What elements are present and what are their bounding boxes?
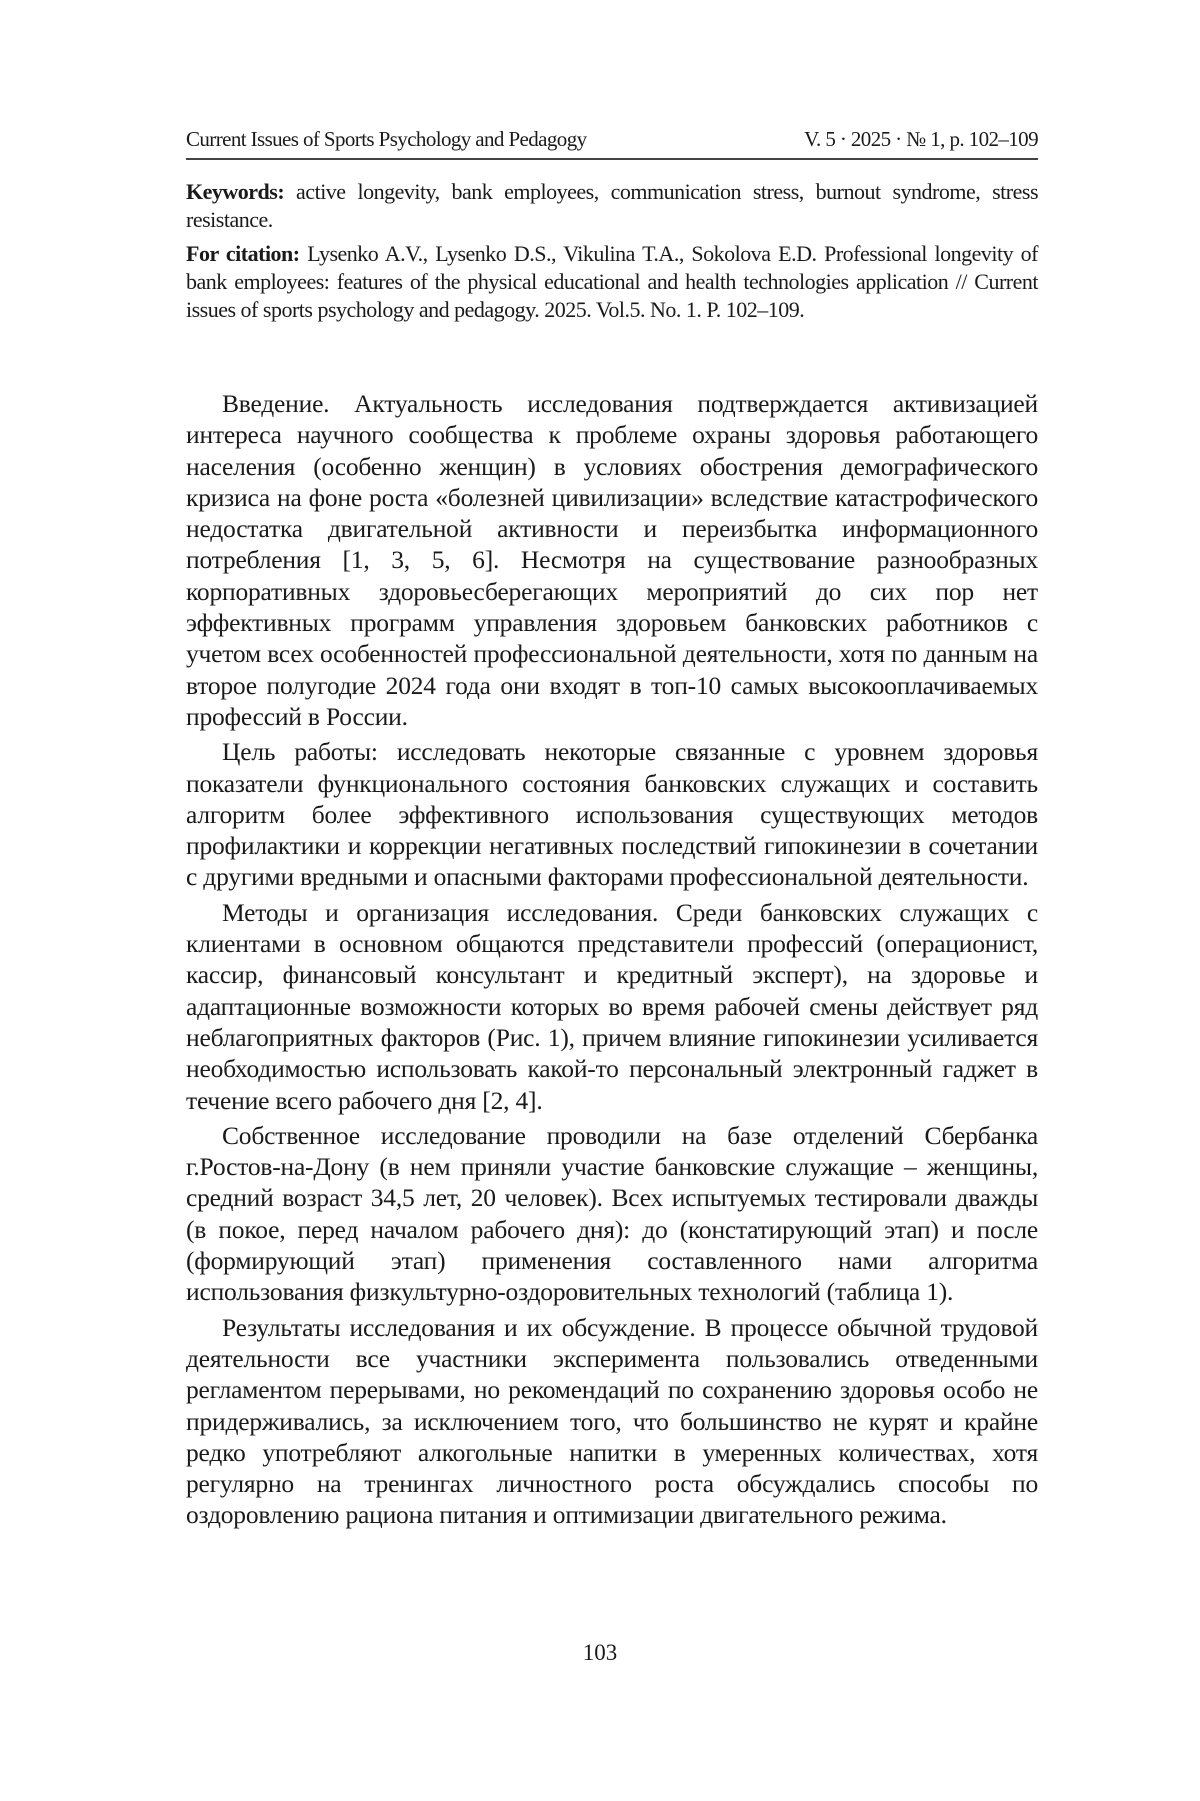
article-meta bbox=[186, 178, 1038, 330]
page-number: 103 bbox=[0, 1640, 1200, 1666]
article-body bbox=[186, 388, 1038, 1535]
paragraph-aim: Цель работы: исследовать некоторые связанные с уровнем здоровья показатели функционального состояния банковских служащих и составить алгоритм более эффективного использования существующих методов профилактики и коррекции негативных последствий гипокинезии в сочетании с другими вредными и опасными факторами профессиональной деятельности. bbox=[186, 736, 1038, 892]
paragraph-results: Результаты исследования и их обсуждение. В процессе обычной трудовой деятельности все участники эксперимента пользовались отведенными регламентом перерывами, но рекомендаций по сохранению здоровья особо не придерживались, за исключением того, что большинство не курят и крайне редко употребляют алкогольные напитки в умеренных количествах, хотя регулярно на тренингах личностного роста обсуждались способы по оздоровлению рациона питания и оптимизации двигательного режима. bbox=[186, 1312, 1038, 1531]
paragraph-study: Собственное исследование проводили на базе отделений Сбербанка г.Ростов-на-Дону (в нем приняли участие банковские служащие – женщины, средний возраст 34,5 лет, 20 человек). Всех испытуемых тестировали дважды (в покое, перед началом рабочего дня): до (констатирующий этап) и после (формирующий этап) применения составленного нами алгоритма использования физкультурно-оздоровительных технологий (таблица 1). bbox=[186, 1120, 1038, 1308]
citation-text: Lysenko A.V., Lysenko D.S., Vikulina T.A., Sokolova E.D. Professional longevity of bank employees: features of the physical educational and health technologies application // Current issues of sports psychology and pedagogy. 2025. Vol.5. No. 1. P. 102–109. bbox=[186, 241, 1038, 322]
journal-title: Current Issues of Sports Psychology and Pedagogy bbox=[186, 127, 587, 152]
keywords-label: Keywords: bbox=[186, 179, 284, 204]
citation bbox=[186, 240, 1038, 324]
paragraph-introduction: Введение. Актуальность исследования подтверждается активизацией интереса научного сообщества к проблеме охраны здоровья работающего населения (особенно женщин) в условиях обострения демографического кризиса на фоне роста «болезней цивилизации» вследствие катастрофического недостатка двигательной активности и переизбытка информационного потребления [1, 3, 5, 6]. Несмотря на существование разнообразных корпоративных здоровьесберегающих мероприятий до сих пор нет эффективных программ управления здоровьем банковских работников с учетом всех особенностей профессиональной деятельности, хотя по данным на второе полугодие 2024 года они входят в топ-10 самых высокооплачиваемых профессий в России. bbox=[186, 388, 1038, 732]
issue-info: V. 5 · 2025 · № 1, p. 102–109 bbox=[804, 127, 1038, 152]
running-header bbox=[186, 127, 1038, 160]
keywords bbox=[186, 178, 1038, 234]
citation-label: For citation: bbox=[186, 241, 300, 266]
paragraph-methods: Методы и организация исследования. Среди банковских служащих с клиентами в основном общаются представители профессий (операционист, кассир, финансовый консультант и кредитный эксперт), на здоровье и адаптационные возможности которых во время рабочей смены действует ряд неблагоприятных факторов (Рис. 1), причем влияние гипокинезии усиливается необходимостью использовать какой-то персональный электронный гаджет в течение всего рабочего дня [2, 4]. bbox=[186, 897, 1038, 1116]
keywords-text: active longevity, bank employees, communication stress, burnout syndrome, stress resistance. bbox=[186, 179, 1038, 232]
